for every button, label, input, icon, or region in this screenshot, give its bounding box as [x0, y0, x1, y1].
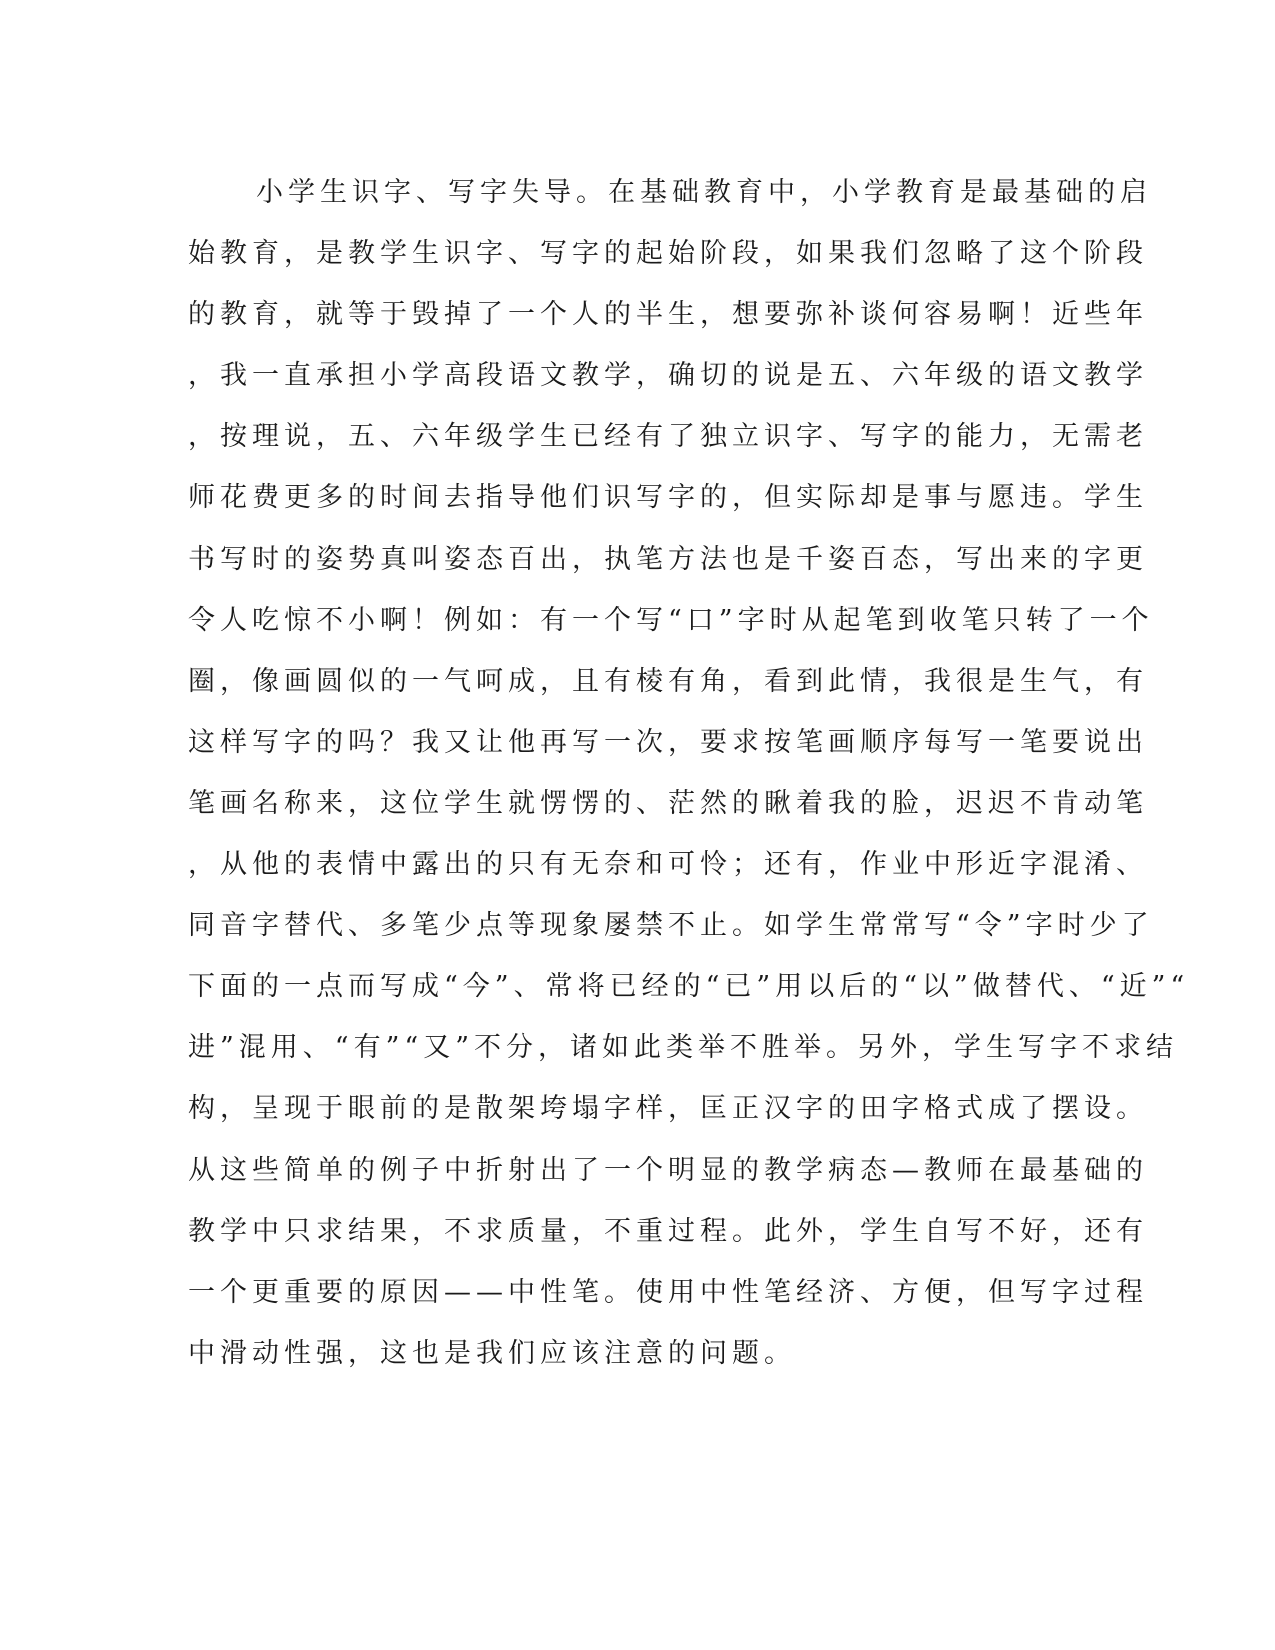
- paragraph-line-14: 下面的一点而写成“今”、常将已经的“已”用以后的“以”做替代、“近”“: [188, 971, 1190, 1003]
- body-paragraph: [188, 162, 1190, 1384]
- paragraph-line-16: 构，呈现于眼前的是散架垮塌字样，匡正汉字的田字格式成了摆设。: [188, 1093, 1148, 1125]
- paragraph-line-18: 教学中只求结果，不求质量，不重过程。此外，学生自写不好，还有: [188, 1215, 1148, 1247]
- paragraph-line-17: 从这些简单的例子中折射出了一个明显的教学病态—教师在最基础的: [188, 1154, 1148, 1186]
- paragraph-line-12: ，从他的表情中露出的只有无奈和可怜；还有，作业中形近字混淆、: [188, 849, 1148, 881]
- paragraph-line-20: 中滑动性强，这也是我们应该注意的问题。: [188, 1337, 796, 1369]
- paragraph-line-13: 同音字替代、多笔少点等现象屡禁不止。如学生常常写“令”字时少了: [188, 910, 1154, 942]
- paragraph-line-3: 的教育，就等于毁掉了一个人的半生，想要弥补谈何容易啊！近些年: [188, 299, 1148, 331]
- paragraph-line-10: 这样写字的吗？我又让他再写一次，要求按笔画顺序每写一笔要说出: [188, 726, 1148, 758]
- paragraph-line-9: 圈，像画圆似的一气呵成，且有棱有角，看到此情，我很是生气，有: [188, 665, 1148, 697]
- paragraph-line-5: ，按理说，五、六年级学生已经有了独立识字、写字的能力，无需老: [188, 421, 1148, 453]
- paragraph-line-7: 书写时的姿势真叫姿态百出，执笔方法也是千姿百态，写出来的字更: [188, 543, 1148, 575]
- paragraph-line-15: 进”混用、“有”“又”不分，诸如此类举不胜举。另外，学生写字不求结: [188, 1032, 1179, 1064]
- paragraph-line-6: 师花费更多的时间去指导他们识写字的，但实际却是事与愿违。学生: [188, 482, 1148, 514]
- paragraph-line-8: 令人吃惊不小啊！例如：有一个写“口”字时从起笔到收笔只转了一个: [188, 604, 1154, 636]
- paragraph-line-2: 始教育，是教学生识字、写字的起始阶段，如果我们忽略了这个阶段: [188, 238, 1148, 270]
- paragraph-line-4: ，我一直承担小学高段语文教学，确切的说是五、六年级的语文教学: [188, 360, 1148, 392]
- paragraph-line-1: 小学生识字、写字失导。在基础教育中，小学教育是最基础的启: [256, 177, 1152, 208]
- paragraph-line-11: 笔画名称来，这位学生就愣愣的、茫然的瞅着我的脸，迟迟不肯动笔: [188, 787, 1148, 819]
- paragraph-line-19: 一个更重要的原因——中性笔。使用中性笔经济、方便，但写字过程: [188, 1276, 1148, 1308]
